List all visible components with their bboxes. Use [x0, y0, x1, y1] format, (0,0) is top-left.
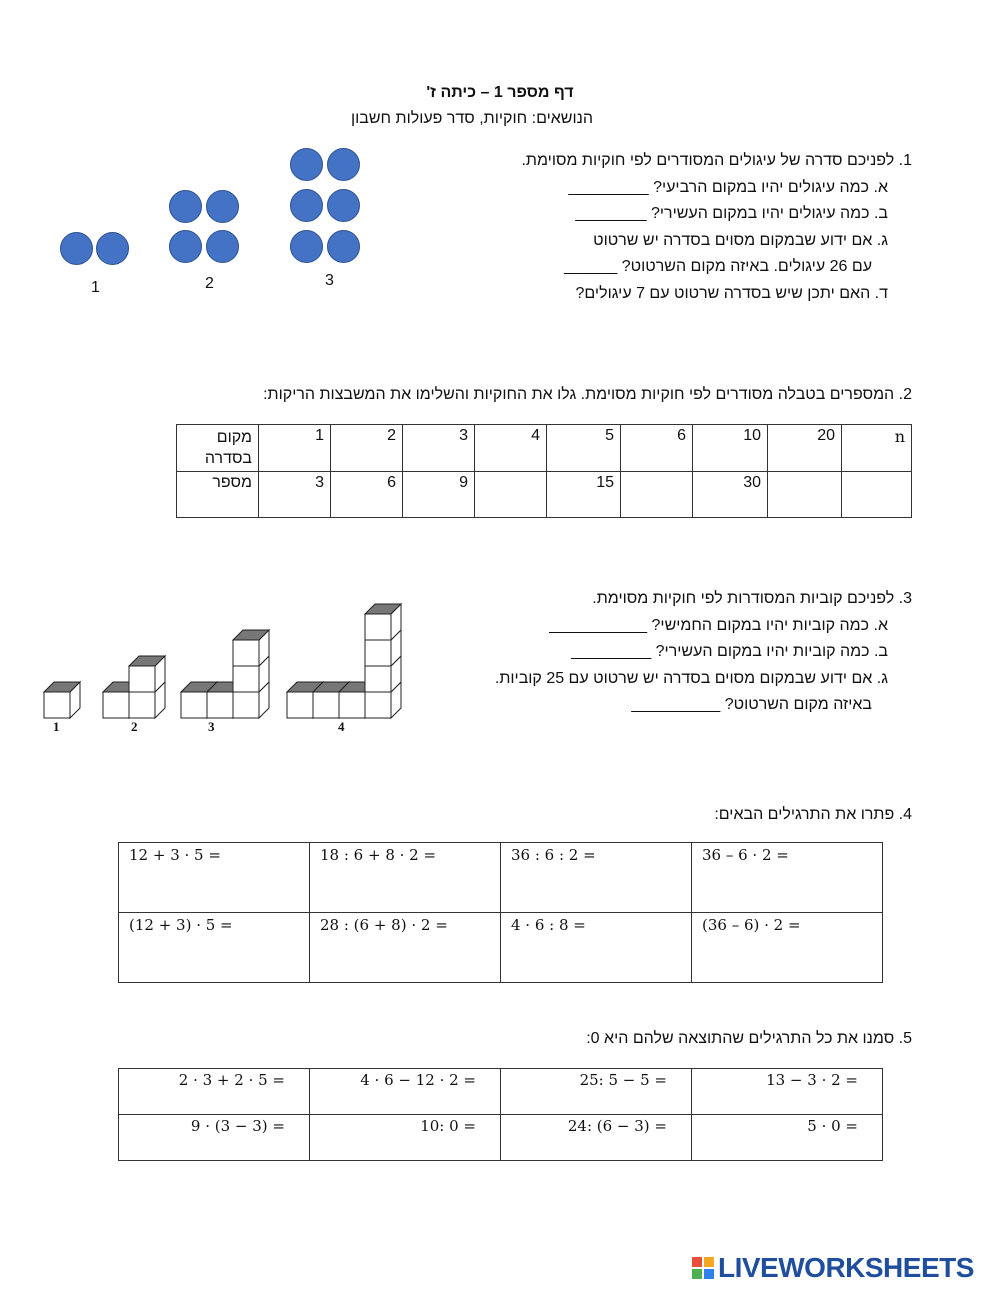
exercise-cell[interactable]: 28 : (6 + 8) · 2 =	[310, 913, 501, 983]
figure-label: 3	[208, 719, 215, 734]
circle	[169, 230, 202, 263]
figure-label: 4	[338, 719, 345, 734]
exercise-cell[interactable]: 5 · 0 =	[692, 1115, 883, 1161]
q3-intro: 3. לפניכם קוביות המסודרות לפי חוקיות מסוימת.	[592, 590, 912, 607]
circle	[206, 230, 239, 263]
exercise-cell[interactable]: 9 · (3 − 3) =	[119, 1115, 310, 1161]
table-cell: מקום בסדרה	[177, 425, 259, 472]
circle	[327, 148, 360, 181]
sequence-table	[176, 424, 912, 518]
answer-cell[interactable]	[842, 472, 912, 518]
table-row	[119, 843, 883, 913]
figure-label: 2	[131, 719, 138, 734]
circles-figure	[0, 0, 400, 320]
exercises-table	[118, 842, 883, 983]
table-cell: 15	[547, 472, 621, 518]
table-cell: מספר	[177, 472, 259, 518]
answer-cell[interactable]	[621, 472, 693, 518]
figure-label: 3	[325, 272, 334, 289]
table-cell: 6	[621, 425, 693, 472]
table-row	[177, 472, 912, 518]
cube	[44, 682, 80, 718]
exercise-cell[interactable]: 2 · 3 + 2 · 5 =	[119, 1069, 310, 1115]
cube	[129, 656, 165, 692]
q1-b: ב. כמה עיגולים יהיו במקום העשירי? ________	[575, 205, 888, 222]
page-subtitle: הנושאים: חוקיות, סדר פעולות חשבון	[350, 110, 593, 127]
exercise-cell[interactable]: 25: 5 − 5 =	[501, 1069, 692, 1115]
table-cell: 4	[475, 425, 547, 472]
logo-text: LIVEWORKSHEETS	[718, 1252, 974, 1283]
cubes-figure	[0, 590, 420, 740]
page-title: דף מספר 1 – כיתה ז'	[426, 84, 574, 101]
table-cell: 10	[693, 425, 768, 472]
liveworksheets-logo	[692, 1252, 974, 1284]
question-3	[495, 586, 912, 719]
figure-label: 1	[53, 719, 60, 734]
table-row	[119, 1069, 883, 1115]
question-4: 4. פתרו את התרגילים הבאים:	[714, 806, 912, 823]
q1-c-cont: עם 26 עיגולים. באיזה מקום השרטוט? ______	[563, 258, 872, 275]
answer-cell[interactable]	[475, 472, 547, 518]
question-1	[521, 148, 912, 307]
table-cell: 3	[259, 472, 331, 518]
table-cell: 2	[331, 425, 403, 472]
table-row	[119, 1115, 883, 1161]
table-cell: 9	[403, 472, 475, 518]
exercise-cell[interactable]: (12 + 3) · 5 =	[119, 913, 310, 983]
q1-c: ג. אם ידוע שבמקום מסוים בסדרה יש שרטוט	[593, 231, 888, 249]
figure-label: 2	[205, 275, 214, 292]
q1-d: ד. האם יתכן שיש בסדרה שרטוט עם 7 עיגולים?	[575, 284, 888, 302]
cube	[365, 604, 401, 640]
exercise-cell[interactable]: 18 : 6 + 8 · 2 =	[310, 843, 501, 913]
circle	[60, 232, 93, 265]
q1-a: א. כמה עיגולים יהיו במקום הרביעי? _________	[568, 178, 888, 196]
cube	[233, 630, 269, 666]
circle	[290, 189, 323, 222]
circle	[290, 148, 323, 181]
exercise-cell[interactable]: 4 · 6 : 8 =	[501, 913, 692, 983]
q3-b: ב. כמה קוביות יהיו במקום העשירי? _________	[571, 643, 888, 660]
circle	[206, 190, 239, 223]
circle	[327, 189, 360, 222]
table-cell: n	[842, 425, 912, 472]
q3-c-cont: באיזה מקום השרטוט? __________	[631, 696, 872, 713]
exercise-cell[interactable]: 13 − 3 · 2 =	[692, 1069, 883, 1115]
exercise-cell[interactable]: 12 + 3 · 5 =	[119, 843, 310, 913]
circle	[169, 190, 202, 223]
table-cell: 1	[259, 425, 331, 472]
logo-icon	[692, 1257, 714, 1279]
table-row	[177, 425, 912, 472]
q1-intro: 1. לפניכם סדרה של עיגולים המסודרים לפי חוקיות מסוימת.	[521, 152, 912, 169]
table-cell: 6	[331, 472, 403, 518]
zero-result-table	[118, 1068, 883, 1161]
circle	[96, 232, 129, 265]
exercise-cell[interactable]: 10: 0 =	[310, 1115, 501, 1161]
exercise-cell[interactable]: 4 · 6 − 12 · 2 =	[310, 1069, 501, 1115]
answer-cell[interactable]	[768, 472, 842, 518]
table-row	[119, 913, 883, 983]
table-cell: 5	[547, 425, 621, 472]
circle	[290, 230, 323, 263]
exercise-cell[interactable]: 36 : 6 : 2 =	[501, 843, 692, 913]
q3-a: א. כמה קוביות יהיו במקום החמישי? ___________	[549, 616, 888, 634]
exercise-cell[interactable]: 36 – 6 · 2 =	[692, 843, 883, 913]
exercise-cell[interactable]: (36 – 6) · 2 =	[692, 913, 883, 983]
question-5: 5. סמנו את כל התרגילים שהתוצאה שלהם היא 0:	[586, 1030, 912, 1047]
circle	[327, 230, 360, 263]
table-cell: 20	[768, 425, 842, 472]
figure-label: 1	[91, 279, 100, 296]
table-cell: 30	[693, 472, 768, 518]
q3-c: ג. אם ידוע שבמקום מסוים בסדרה יש שרטוט עם 25 קוביות.	[494, 669, 888, 687]
question-2: 2. המספרים בטבלה מסודרים לפי חוקיות מסוימת. גלו את החוקיות והשלימו את המשבצות הריקות:	[263, 386, 912, 403]
table-cell: 3	[403, 425, 475, 472]
exercise-cell[interactable]: 24: (6 − 3) =	[501, 1115, 692, 1161]
